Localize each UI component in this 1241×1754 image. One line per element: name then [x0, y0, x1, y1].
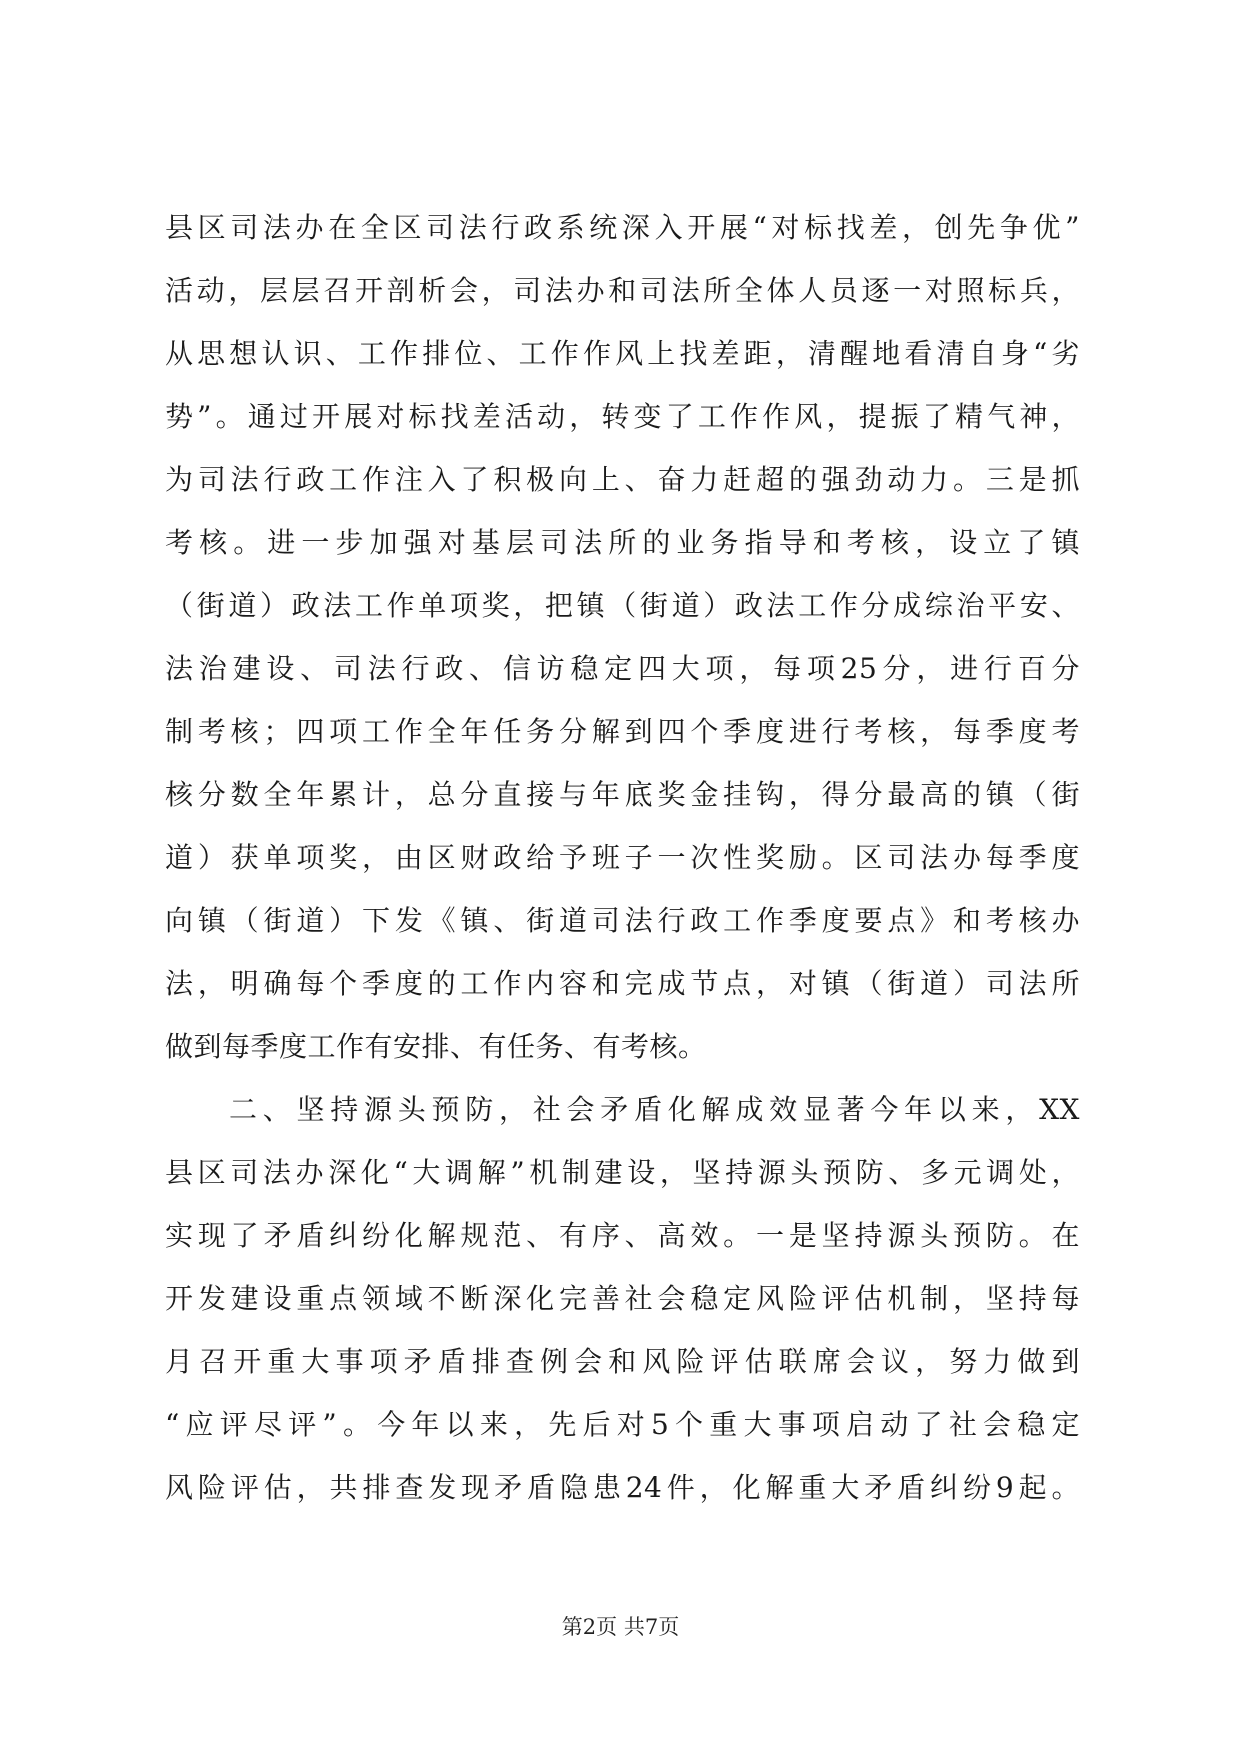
text-line: 制考核；四项工作全年任务分解到四个季度进行考核，每季度考 [165, 715, 1080, 748]
text-line: 核分数全年累计，总分直接与年底奖金挂钩，得分最高的镇（街 [165, 778, 1080, 811]
text-line: 活动，层层召开剖析会，司法办和司法所全体人员逐一对照标兵， [165, 274, 1080, 307]
text-line: 月召开重大事项矛盾排查例会和风险评估联席会议，努力做到 [165, 1345, 1080, 1378]
text-line: 法，明确每个季度的工作内容和完成节点，对镇（街道）司法所 [165, 967, 1080, 1000]
text-line: 开发建设重点领域不断深化完善社会稳定风险评估机制，坚持每 [165, 1282, 1080, 1315]
text-line: （街道）政法工作单项奖，把镇（街道）政法工作分成综治平安、 [165, 589, 1080, 622]
page-number-footer: 第2页 共7页 [561, 1615, 680, 1639]
text-line: 道）获单项奖，由区财政给予班子一次性奖励。区司法办每季度 [165, 841, 1080, 874]
text-line: 做到每季度工作有安排、有任务、有考核。 [165, 1030, 707, 1063]
text-line: 势”。通过开展对标找差活动，转变了工作作风，提振了精气神， [165, 400, 1080, 433]
text-line: 风险评估，共排查发现矛盾隐患24件，化解重大矛盾纠纷9起。 [165, 1471, 1080, 1504]
text-line: 考核。进一步加强对基层司法所的业务指导和考核，设立了镇 [165, 526, 1080, 559]
text-line: 二、坚持源头预防，社会矛盾化解成效显著今年以来，XX [229, 1093, 1080, 1126]
text-line: 从思想认识、工作排位、工作作风上找差距，清醒地看清自身“劣 [165, 337, 1080, 370]
text-line: 实现了矛盾纠纷化解规范、有序、高效。一是坚持源头预防。在 [165, 1219, 1080, 1252]
text-line: 县区司法办深化“大调解”机制建设，坚持源头预防、多元调处， [165, 1156, 1080, 1189]
text-line: 向镇（街道）下发《镇、街道司法行政工作季度要点》和考核办 [165, 904, 1080, 937]
text-line: “应评尽评”。今年以来，先后对5个重大事项启动了社会稳定 [165, 1408, 1080, 1441]
text-line: 法治建设、司法行政、信访稳定四大项，每项25分，进行百分 [165, 652, 1080, 685]
text-line: 县区司法办在全区司法行政系统深入开展“对标找差，创先争优” [165, 211, 1080, 244]
document-body [165, 196, 1080, 1519]
paragraph-1 [165, 196, 1080, 1078]
text-line: 为司法行政工作注入了积极向上、奋力赶超的强劲动力。三是抓 [165, 463, 1080, 496]
paragraph-2 [165, 1078, 1080, 1519]
